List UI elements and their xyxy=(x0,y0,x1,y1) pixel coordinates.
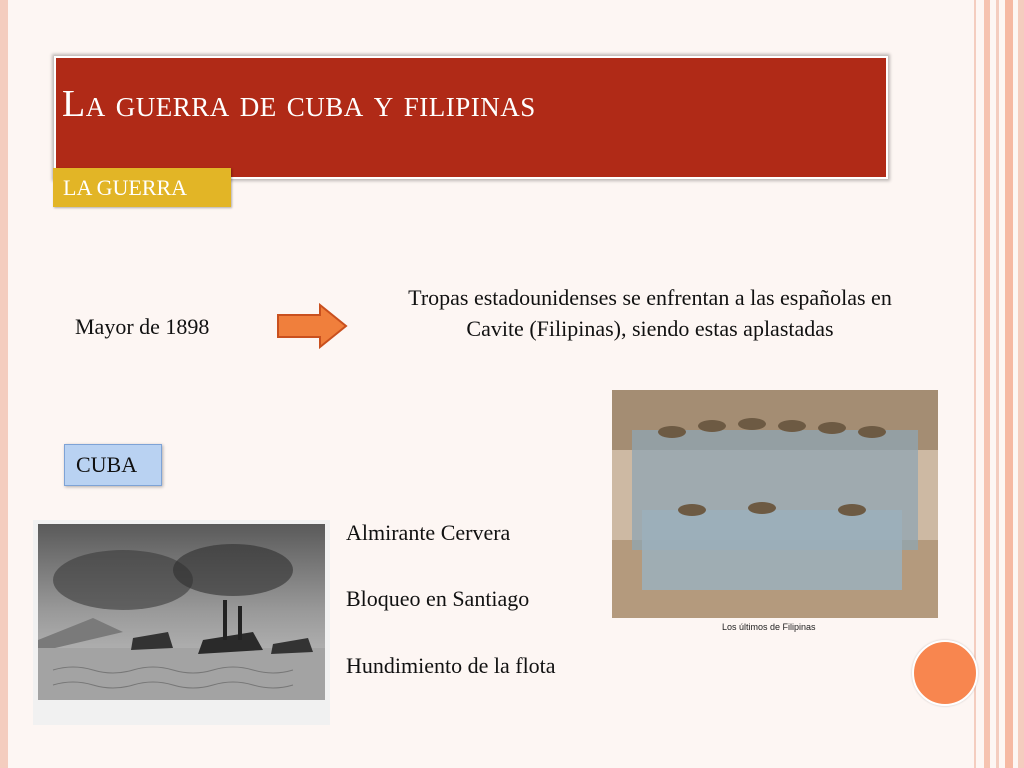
cuba-item-hundimiento: Hundimiento de la flota xyxy=(346,653,556,678)
cuba-label: CUBA xyxy=(76,452,138,477)
left-stripe xyxy=(0,0,8,768)
photo-caption: Los últimos de Filipinas xyxy=(722,622,816,632)
cuba-item-bloqueo: Bloqueo en Santiago xyxy=(346,586,530,611)
slide-title: La guerra de cuba y filipinas xyxy=(62,83,536,125)
right-arrow-icon xyxy=(276,303,348,349)
slide-subtitle: LA GUERRA xyxy=(63,175,188,200)
cuba-item-almirante: Almirante Cervera xyxy=(346,520,511,545)
tropas-text: Tropas estadounidenses se enfrentan a las españolas en Cavite (Filipinas), siendo estas aplastadas xyxy=(408,285,892,341)
battle-of-santiago-image xyxy=(33,520,330,725)
decorative-circle-icon xyxy=(912,640,978,706)
filipinas-troops-photo xyxy=(612,390,938,618)
date-label: Mayor de 1898 xyxy=(75,314,210,339)
decorative-stripes xyxy=(974,0,1024,768)
